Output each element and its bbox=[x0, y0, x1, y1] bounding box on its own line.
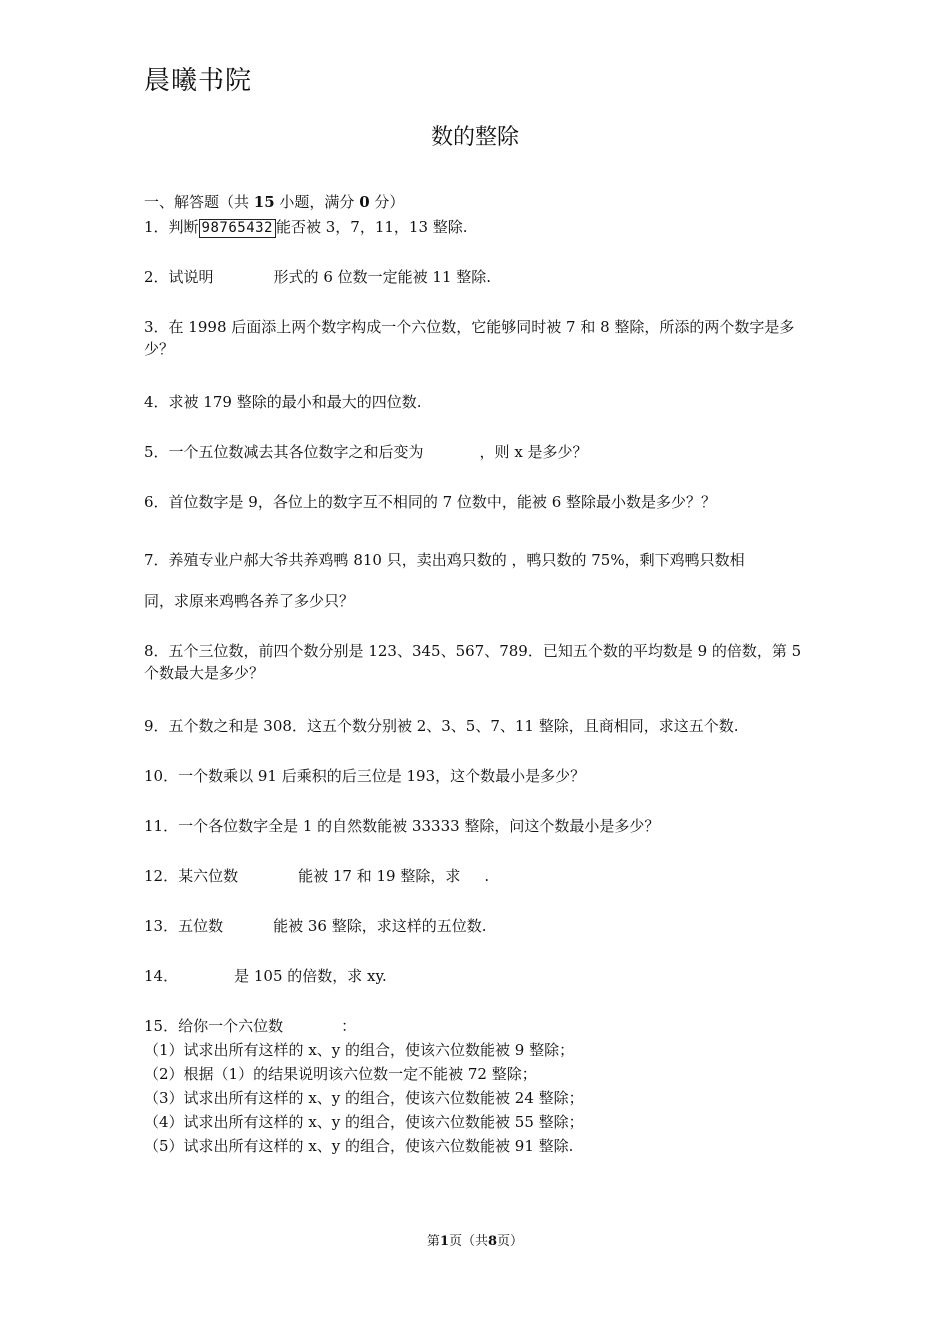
question-8: 8．五个三位数，前四个数分别是 123、345、567、789．已知五个数的平均数是 9 的倍数，第 5 个数最大是多少？ bbox=[144, 642, 802, 682]
q15-text-b: ： bbox=[341, 1017, 357, 1035]
question-6: 6．首位数字是 9，各位上的数字互不相同的 7 位数中，能被 6 整除最小数是多少？？ bbox=[144, 493, 717, 511]
q15-part-4: （4）试求出所有这样的 x、y 的组合，使该六位数能被 55 整除； bbox=[144, 1113, 584, 1131]
question-1 bbox=[144, 216, 468, 238]
q12-text-b: 能被 17 和 19 整除，求 bbox=[298, 867, 461, 885]
question-4: 4．求被 179 整除的最小和最大的四位数. bbox=[144, 393, 422, 411]
question-12 bbox=[144, 865, 489, 887]
q12-text-a: 12．某六位数 bbox=[144, 867, 239, 885]
question-3: 3．在 1998 后面添上两个数字构成一个六位数，它能够同时被 7 和 8 整除，所添的两个数字是多少？ bbox=[144, 318, 795, 358]
question-2 bbox=[144, 266, 491, 288]
question-14 bbox=[144, 965, 387, 987]
footer-text-a: 第 bbox=[426, 1234, 440, 1249]
question-count: 15 bbox=[253, 193, 275, 211]
q5-text-b: ，则 x 是多少？ bbox=[479, 443, 588, 461]
question-13 bbox=[144, 915, 487, 937]
question-7-line-2: 同，求原来鸡鸭各养了多少只？ bbox=[144, 592, 355, 610]
q1-text-b: 能否被 3，7，11，13 整除. bbox=[275, 218, 468, 236]
footer-total-pages: 8 bbox=[488, 1234, 498, 1249]
section-heading bbox=[144, 191, 404, 213]
section-score: 0 bbox=[359, 193, 370, 211]
q15-part-3: （3）试求出所有这样的 x、y 的组合，使该六位数能被 24 整除； bbox=[144, 1089, 584, 1107]
q1-text-a: 1．判断 bbox=[144, 218, 199, 236]
question-11: 11．一个各位数字全是 1 的自然数能被 33333 整除，问这个数最小是多少？ bbox=[144, 817, 660, 835]
brand-name: 晨曦书院 bbox=[144, 66, 253, 96]
q2-text-b: 形式的 6 位数一定能被 11 整除. bbox=[273, 268, 492, 286]
question-7-line-1: 7．养殖专业户郝大爷共养鸡鸭 810 只，卖出鸡只数的 ，鸭只数的 75%，剩下鸡鸭只数相 bbox=[144, 551, 745, 569]
q5-text-a: 5．一个五位数减去其各位数字之和后变为 bbox=[144, 443, 424, 461]
q12-text-c: . bbox=[484, 867, 490, 885]
q14-text-b: 是 105 的倍数，求 xy. bbox=[234, 967, 387, 985]
question-10: 10．一个数乘以 91 后乘积的后三位是 193，这个数最小是多少？ bbox=[144, 767, 586, 785]
q15-text-a: 15．给你一个六位数 bbox=[144, 1017, 284, 1035]
q15-part-2: （2）根据（1）的结果说明该六位数一定不能被 72 整除； bbox=[144, 1065, 537, 1083]
footer-text-c: 页） bbox=[497, 1234, 524, 1249]
q15-part-5: （5）试求出所有这样的 x、y 的组合，使该六位数能被 91 整除. bbox=[144, 1137, 574, 1155]
q14-text-a: 14． bbox=[144, 967, 179, 985]
page-title: 数的整除 bbox=[430, 125, 519, 150]
footer-page-number: 1 bbox=[439, 1234, 449, 1249]
question-15 bbox=[144, 1015, 356, 1037]
footer-text-b: 页（共 bbox=[448, 1234, 488, 1249]
section-suffix: 分） bbox=[369, 193, 405, 211]
section-prefix: 一、解答题（共 bbox=[144, 193, 254, 211]
page-footer bbox=[0, 1230, 950, 1249]
q1-boxed-number: 98765432 bbox=[199, 219, 276, 238]
question-5 bbox=[144, 441, 588, 463]
q13-text-b: 能被 36 整除，求这样的五位数. bbox=[273, 917, 487, 935]
section-middle: 小题，满分 bbox=[274, 193, 360, 211]
q2-text-a: 2．试说明 bbox=[144, 268, 214, 286]
question-9: 9．五个数之和是 308．这五个数分别被 2、3、5、7、11 整除，且商相同，求这五个数. bbox=[144, 717, 739, 735]
q13-text-a: 13．五位数 bbox=[144, 917, 224, 935]
q15-part-1: （1）试求出所有这样的 x、y 的组合，使该六位数能被 9 整除； bbox=[144, 1041, 575, 1059]
